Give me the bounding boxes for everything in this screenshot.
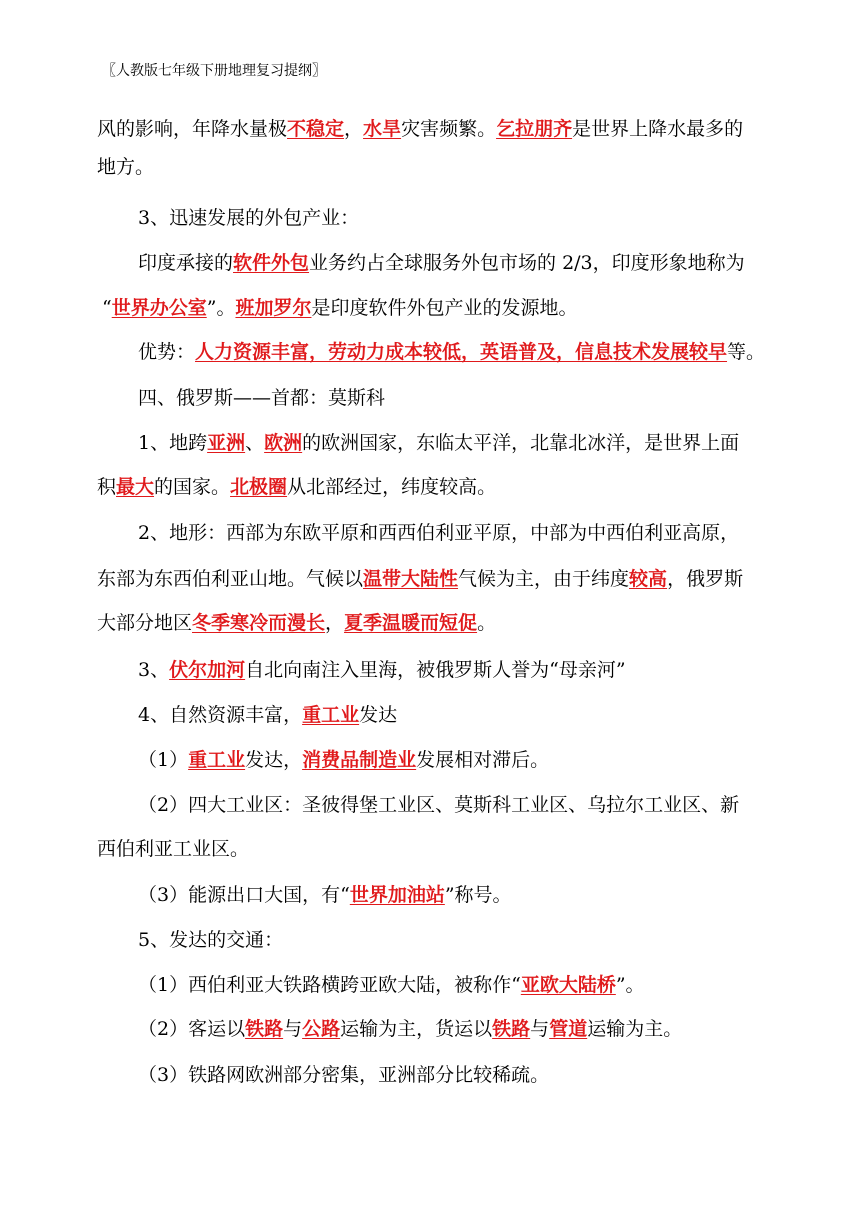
highlighted-term: 消费品制造业 (302, 749, 417, 771)
text-line (97, 472, 496, 499)
highlighted-term: 软件外包 (233, 252, 310, 274)
text-line (97, 608, 496, 635)
text-line (138, 655, 626, 682)
text-segment: 的欧洲国家，东临太平洋，北靠北冰洋，是世界上面 (302, 432, 740, 454)
highlighted-term: 温带大陆性 (363, 568, 459, 590)
highlighted-term: 不稳定 (287, 118, 345, 140)
text-line (97, 834, 249, 861)
text-segment: 运输为主，货运以 (340, 1018, 493, 1040)
text-line (138, 337, 765, 364)
highlighted-term: 人力资源丰富，劳动力成本较低，英语普及，信息技术发展较早 (195, 341, 728, 363)
highlighted-term: 冬季寒冷而漫长 (192, 612, 326, 634)
text-segment: 优势： (138, 341, 196, 363)
text-segment: 业务约占全球服务外包市场的 2/3，印度形象地称为 (309, 252, 745, 274)
highlighted-term: 较高 (629, 568, 668, 590)
text-line (138, 790, 739, 817)
text-line (138, 248, 745, 275)
text-segment: 是世界上降水最多的 (572, 118, 744, 140)
highlighted-term: 乞拉朋齐 (496, 118, 573, 140)
text-segment: 4、自然资源丰富， (138, 704, 303, 726)
text-line (138, 203, 359, 230)
highlighted-term: 管道 (549, 1018, 588, 1040)
text-segment: ”。 (615, 974, 645, 996)
text-segment: 3、 (138, 659, 170, 681)
highlighted-term: 重工业 (302, 704, 360, 726)
highlighted-term: 北极圈 (230, 476, 288, 498)
text-line (138, 925, 283, 952)
text-segment: 积 (97, 476, 117, 498)
highlighted-term: 重工业 (188, 749, 246, 771)
document-header: 〖人教版七年级下册地理复习提纲〗 (102, 63, 326, 79)
text-segment: 灾害频繁。 (401, 118, 497, 140)
highlighted-term: 世界办公室 (111, 297, 207, 319)
text-segment: 东部为东西伯利亚山地。气候以 (97, 568, 364, 590)
text-segment: 自北向南注入里海，被俄罗斯人誉为“母亲河” (245, 659, 626, 681)
text-line (138, 428, 739, 455)
text-segment: 四、俄罗斯——首都：莫斯科 (138, 387, 386, 409)
text-line (138, 880, 512, 907)
text-segment: 印度承接的 (138, 252, 234, 274)
highlighted-term: 欧洲 (264, 432, 303, 454)
text-segment: 大部分地区 (97, 612, 193, 634)
text-segment: 发达， (245, 749, 303, 771)
text-segment: 西伯利亚工业区。 (97, 838, 250, 860)
text-segment: ”称号。 (444, 884, 512, 906)
text-segment: 风的影响，年降水量极 (97, 118, 288, 140)
text-line (97, 564, 743, 591)
text-segment: 运输为主。 (587, 1018, 683, 1040)
text-segment: 与 (530, 1018, 550, 1040)
highlighted-term: 世界加油站 (349, 884, 445, 906)
highlighted-term: 伏尔加河 (169, 659, 246, 681)
highlighted-term: 公路 (302, 1018, 341, 1040)
text-segment: 3、迅速发展的外包产业： (138, 207, 360, 229)
text-line (138, 1014, 682, 1041)
text-line (102, 293, 577, 320)
text-segment: 气候为主，由于纬度 (458, 568, 630, 590)
text-segment: 是印度软件外包产业的发源地。 (311, 297, 578, 319)
highlighted-term: 亚洲 (207, 432, 246, 454)
text-segment: 等。 (727, 341, 766, 363)
text-segment: （2）四大工业区：圣彼得堡工业区、莫斯科工业区、乌拉尔工业区、新 (138, 794, 740, 816)
text-line (138, 1060, 549, 1087)
text-segment: ”。 (206, 297, 236, 319)
text-segment: （1） (138, 749, 189, 771)
text-line (138, 700, 397, 727)
highlighted-term: 铁路 (492, 1018, 531, 1040)
highlighted-term: 最大 (116, 476, 155, 498)
text-line (138, 745, 549, 772)
text-segment: 2、地形：西部为东欧平原和西西伯利亚平原，中部为中西伯利亚高原， (138, 522, 740, 544)
highlighted-term: 班加罗尔 (235, 297, 312, 319)
text-segment: 。 (477, 612, 497, 634)
text-line (138, 383, 385, 410)
text-line (138, 518, 739, 545)
text-segment: （3）铁路网欧洲部分密集，亚洲部分比较稀疏。 (138, 1064, 550, 1086)
text-segment: 1、地跨 (138, 432, 208, 454)
highlighted-term: 亚欧大陆桥 (520, 974, 616, 996)
text-segment: 5、发达的交通： (138, 929, 284, 951)
text-line (97, 114, 743, 141)
text-segment: “ (102, 297, 112, 319)
text-segment: （2）客运以 (138, 1018, 246, 1040)
text-segment: （1）西伯利亚大铁路横跨亚欧大陆，被称作“ (138, 974, 521, 996)
text-segment: 从北部经过，纬度较高。 (287, 476, 497, 498)
text-segment: （3）能源出口大国，有“ (138, 884, 350, 906)
highlighted-term: 夏季温暖而短促 (344, 612, 478, 634)
text-segment: 发展相对滞后。 (416, 749, 550, 771)
text-line (138, 970, 645, 997)
text-segment: ， (344, 118, 364, 140)
text-segment: 的国家。 (154, 476, 231, 498)
highlighted-term: 铁路 (245, 1018, 284, 1040)
text-line (97, 152, 154, 179)
highlighted-term: 水旱 (363, 118, 402, 140)
text-segment: 发达 (359, 704, 398, 726)
text-segment: ，俄罗斯 (667, 568, 744, 590)
text-segment: ， (325, 612, 345, 634)
text-segment: 与 (283, 1018, 303, 1040)
text-segment: 、 (245, 432, 265, 454)
text-segment: 地方。 (97, 156, 155, 178)
